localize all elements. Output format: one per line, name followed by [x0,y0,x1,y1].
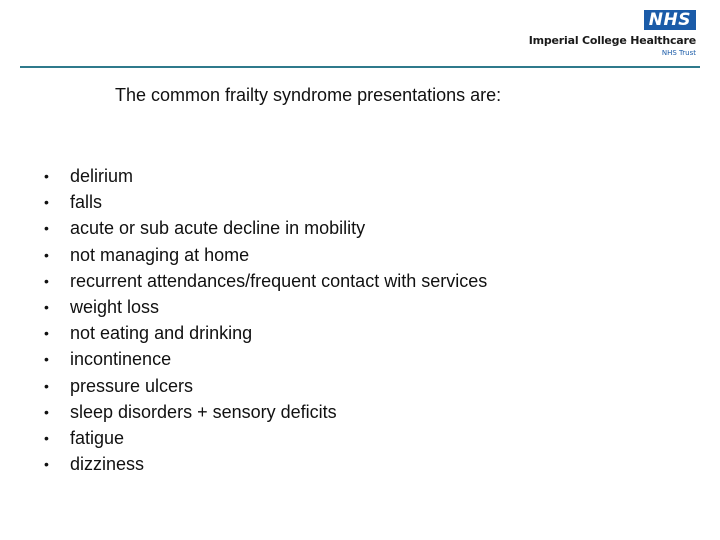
list-item [44,451,487,477]
bullet-icon: • [44,272,49,289]
bullet-icon: • [44,168,49,184]
list-item-text: weight loss [70,296,160,317]
list-item [44,373,487,399]
bullet-icon: • [44,351,49,368]
bullet-icon: • [44,429,49,446]
bullet-icon: • [44,220,49,237]
list-item [44,346,487,372]
bullet-icon: • [44,403,49,420]
bullet-icon: • [44,194,49,211]
list-item [44,242,487,268]
list-item-text: fatigue [70,427,125,448]
intro-text: The common frailty syndrome presentations are: [115,85,502,105]
bullet-icon: • [44,377,49,394]
bullet-icon: • [44,298,49,315]
list-item-text: sleep disorders + sensory deficits [70,401,337,422]
org-name: Imperial College Healthcare [528,34,696,47]
organization-logo [529,10,696,57]
list-item [44,294,487,320]
list-item [44,215,487,241]
list-item-text: dizziness [70,454,145,475]
list-item-text: delirium [70,166,134,186]
list-item [44,399,487,425]
list-item-text: incontinence [70,349,172,370]
list-item-text: acute or sub acute decline in mobility [70,218,366,239]
list-item [44,320,487,346]
bullet-icon: • [44,325,49,342]
header-divider [20,66,700,68]
list-item-text: not eating and drinking [70,323,253,344]
list-item [44,268,487,294]
list-item-text: pressure ulcers [70,375,194,396]
list-item [44,425,487,451]
symptom-list [44,163,487,477]
org-subtitle: NHS Trust [661,49,696,57]
list-item-text: not managing at home [70,244,250,265]
nhs-logo: NHS [644,10,696,30]
list-item [44,163,487,189]
list-item-text: falls [70,192,103,213]
list-item-text: recurrent attendances/frequent contact with services [70,270,488,291]
bullet-icon: • [44,246,49,263]
list-item [44,189,487,215]
bullet-icon: • [44,456,49,473]
